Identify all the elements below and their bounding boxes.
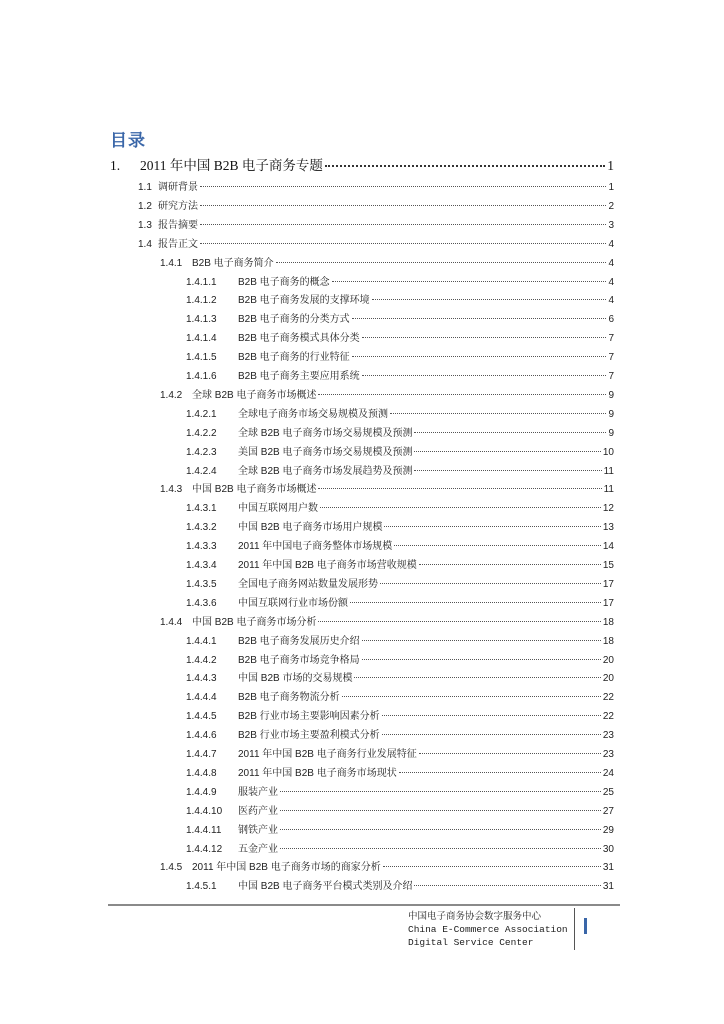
- toc-entry[interactable]: [186, 745, 614, 760]
- toc-entry[interactable]: [186, 273, 614, 288]
- toc-entry-page: 22: [602, 711, 614, 723]
- toc-leader-dots: [383, 866, 601, 867]
- toc-leader-dots: [390, 413, 606, 414]
- toc-entry[interactable]: [186, 688, 614, 703]
- toc-entry[interactable]: [186, 877, 614, 892]
- toc-leader-dots: [342, 696, 601, 697]
- toc-entry-title: 全球 B2B 电子商务市场概述: [192, 389, 317, 401]
- footer-org-english-2: Digital Service Center: [408, 937, 534, 948]
- toc-entry-title: 服装产业: [238, 786, 278, 798]
- toc-entry-title: B2B 行业市场主要影响因素分析: [238, 711, 380, 723]
- toc-entry-title: B2B 电子商务发展历史介绍: [238, 635, 360, 647]
- toc-entry[interactable]: [186, 707, 614, 722]
- toc-leader-dots: [384, 526, 600, 527]
- toc-leader-dots: [382, 715, 601, 716]
- toc-entry[interactable]: [186, 821, 614, 836]
- toc-entry-title: 全球 B2B 电子商务市场发展趋势及预测: [238, 465, 413, 477]
- footer-org-english-1: China E-Commerce Association: [408, 924, 568, 935]
- toc-entry-title: 五金产业: [238, 843, 278, 855]
- toc-title: 目录: [110, 131, 146, 150]
- toc-entry-page: 20: [602, 654, 614, 666]
- toc-entry-number: 1.4.4.4: [186, 692, 217, 704]
- toc-entry-page: 20: [602, 673, 614, 685]
- toc-entry-page: 11: [603, 484, 614, 496]
- toc-leader-dots: [350, 602, 601, 603]
- toc-entry-number: 1.4.3.5: [186, 578, 217, 590]
- toc-entry-page: 1: [608, 182, 614, 193]
- toc-entry-page: 4: [608, 238, 614, 250]
- toc-entry-title: 2011 年中国电子商务整体市场规模: [238, 541, 393, 553]
- toc-entry-page: 23: [602, 749, 614, 760]
- toc-entry-number: 1.4.4.11: [186, 824, 222, 836]
- toc-entry-title: B2B 电子商务简介: [192, 257, 274, 269]
- footer-accent-bar: [584, 918, 587, 934]
- toc-entry[interactable]: [186, 499, 614, 514]
- toc-entry-title: 中国 B2B 电子商务市场分析: [192, 616, 317, 628]
- toc-entry-title: 2011 年中国 B2B 电子商务行业发展特征: [238, 749, 417, 760]
- toc-entry-page: 10: [602, 446, 614, 458]
- toc-leader-dots: [280, 810, 601, 811]
- toc-entry[interactable]: [160, 386, 614, 401]
- toc-entry-number: 1.4.1.3: [186, 314, 217, 326]
- toc-leader-dots: [362, 337, 607, 338]
- toc-entry-page: 27: [602, 805, 614, 817]
- toc-entry-number: 1.4.4.10: [186, 805, 223, 817]
- toc-entry[interactable]: [186, 405, 614, 420]
- toc-entry[interactable]: [186, 764, 614, 779]
- toc-entry-number: 1.4.2.1: [186, 408, 217, 420]
- toc-entry-title: 2011 年中国 B2B 电子商务市场营收规模: [238, 560, 417, 571]
- toc-entry-page: 6: [608, 314, 614, 326]
- toc-entry-number: 1.4.3.6: [186, 597, 217, 609]
- toc-entry-title: B2B 电子商务发展的支撑环境: [238, 295, 370, 307]
- toc-leader-dots: [419, 564, 601, 565]
- toc-leader-dots: [200, 205, 606, 206]
- toc-entry-title: 2011 年中国 B2B 电子商务专题: [140, 158, 323, 173]
- toc-entry-title: 2011 年中国 B2B 电子商务市场的商家分析: [192, 862, 381, 874]
- toc-entry-title: B2B 电子商务的分类方式: [238, 314, 350, 326]
- toc-entry-number: 1.4.4.9: [186, 786, 217, 798]
- toc-entry-page: 3: [608, 219, 614, 231]
- toc-entry-number: 1.4.2.3: [186, 446, 217, 458]
- toc-leader-dots: [318, 488, 601, 489]
- toc-entry-number: 1.4.4: [160, 616, 183, 628]
- toc-entry[interactable]: [160, 254, 614, 269]
- toc-entry-page: 23: [602, 730, 614, 742]
- toc-entry-title: B2B 电子商务市场竞争格局: [238, 654, 360, 666]
- toc-leader-dots: [362, 659, 601, 660]
- toc-leader-dots: [276, 262, 607, 263]
- toc-entry-title: B2B 电子商务主要应用系统: [238, 371, 360, 382]
- toc-entry-number: 1.4.1.1: [186, 276, 217, 288]
- toc-entry[interactable]: [186, 310, 614, 325]
- toc-entry[interactable]: [186, 291, 614, 306]
- toc-entry-page: 17: [602, 578, 614, 590]
- toc-entry-number: 1.4.1.5: [186, 352, 217, 364]
- toc-entry-page: 24: [602, 767, 614, 779]
- toc-entry-page: 30: [602, 843, 614, 855]
- toc-entry-title: B2B 行业市场主要盈利模式分析: [238, 730, 380, 742]
- toc-leader-dots: [399, 772, 601, 773]
- toc-entry-number: 1.4.3.2: [186, 522, 217, 534]
- toc-leader-dots: [280, 848, 601, 849]
- toc-entry[interactable]: [186, 443, 614, 458]
- toc-entry-title: B2B 电子商务物流分析: [238, 692, 340, 704]
- toc-entry-number: 1.4.1: [160, 257, 183, 269]
- toc-leader-dots: [318, 394, 606, 395]
- toc-entry-page: 15: [602, 560, 614, 571]
- toc-entry-page: 4: [608, 295, 614, 307]
- toc-entry-number: 1.4.4.5: [186, 711, 217, 723]
- toc-entry-number: 1.4.5.1: [186, 881, 217, 893]
- toc-leader-dots: [354, 677, 600, 678]
- toc-entry-page: 31: [602, 881, 614, 893]
- toc-entry-page: 14: [602, 541, 614, 553]
- toc-entry-page: 7: [608, 333, 614, 345]
- toc-entry[interactable]: [186, 669, 614, 684]
- toc-leader-dots: [280, 829, 601, 830]
- toc-entry[interactable]: [186, 329, 614, 344]
- toc-entry-page: 25: [602, 786, 614, 798]
- toc-entry[interactable]: [186, 556, 614, 571]
- toc-entry-number: 1.4.3.3: [186, 541, 217, 553]
- toc-entry-number: 1.4.3.1: [186, 503, 217, 515]
- toc-leader-dots: [362, 640, 601, 641]
- toc-entry[interactable]: [186, 840, 614, 855]
- toc-leader-dots: [382, 734, 601, 735]
- toc-entry-title: 钢铁产业: [238, 824, 278, 836]
- toc-entry-page: 17: [602, 597, 614, 609]
- toc-entry-title: 调研背景: [158, 182, 198, 193]
- toc-leader-dots: [200, 186, 606, 187]
- toc-entry-number: 1.4.4.6: [186, 730, 217, 742]
- toc-entry-number: 1.3: [138, 219, 152, 231]
- toc-entry[interactable]: [138, 178, 614, 193]
- toc-entry-title: 全球 B2B 电子商务市场交易规模及预测: [238, 427, 413, 439]
- toc-entry-number: 1.4.2.2: [186, 427, 217, 439]
- toc-entry[interactable]: [186, 575, 614, 590]
- footer-divider: [108, 904, 620, 906]
- toc-entry[interactable]: [160, 613, 614, 628]
- toc-entry-number: 1.4.4.2: [186, 654, 217, 666]
- toc-entry-number: 1.4.3: [160, 484, 183, 496]
- toc-entry-title: 全国电子商务网站数量发展形势: [238, 578, 378, 590]
- toc-entry[interactable]: [186, 632, 614, 647]
- toc-entry-page: 7: [608, 371, 614, 382]
- toc-entry-number: 1.4.4.1: [186, 635, 217, 647]
- toc-entry[interactable]: [110, 154, 614, 174]
- toc-leader-dots: [200, 224, 606, 225]
- toc-leader-dots: [419, 753, 601, 754]
- toc-leader-dots: [414, 470, 601, 471]
- toc-entry-title: 美国 B2B 电子商务市场交易规模及预测: [238, 446, 413, 458]
- toc-entry-title: B2B 电子商务的概念: [238, 276, 330, 288]
- toc-leader-dots: [380, 583, 601, 584]
- toc-entry-page: 9: [608, 389, 614, 401]
- toc-entry-title: 中国 B2B 电子商务市场概述: [192, 484, 317, 496]
- toc-leader-dots: [200, 243, 606, 244]
- toc-entry-number: 1.4.4.7: [186, 749, 217, 760]
- toc-entry-number: 1.4.3.4: [186, 560, 217, 571]
- footer-vertical-divider: [574, 908, 575, 950]
- toc-entry-page: 29: [602, 824, 614, 836]
- toc-entry[interactable]: [186, 537, 614, 552]
- toc-leader-dots: [414, 451, 600, 452]
- toc-leader-dots: [414, 432, 606, 433]
- toc-entry-title: 中国 B2B 电子商务平台模式类别及介绍: [238, 881, 413, 893]
- toc-entry-page: 7: [608, 352, 614, 364]
- toc-leader-dots: [352, 356, 607, 357]
- toc-entry-page: 11: [603, 465, 614, 477]
- toc-leader-dots: [332, 281, 607, 282]
- footer-org-chinese: 中国电子商务协会数字服务中心: [408, 911, 542, 922]
- toc-entry-title: 报告摘要: [158, 219, 198, 231]
- footer-organization: [408, 910, 568, 949]
- toc-entry-title: 中国互联网行业市场份额: [238, 597, 348, 609]
- toc-entry-page: 1: [607, 158, 614, 173]
- toc-entry-number: 1.2: [138, 200, 152, 212]
- toc-entry-title: 2011 年中国 B2B 电子商务市场现状: [238, 767, 397, 779]
- toc-entry-page: 4: [608, 276, 614, 288]
- toc-entry[interactable]: [186, 518, 614, 533]
- toc-entry[interactable]: [186, 594, 614, 609]
- toc-leader-dots: [352, 318, 607, 319]
- toc-entry-title: B2B 电子商务的行业特征: [238, 352, 350, 364]
- toc-entry-number: 1.4.2: [160, 389, 183, 401]
- toc-entry-page: 12: [602, 503, 614, 515]
- toc-entry-number: 1.4.1.2: [186, 295, 217, 307]
- toc-entry-number: 1.: [110, 158, 121, 173]
- toc-entry-title: 中国互联网用户数: [238, 503, 318, 515]
- toc-leader-dots: [318, 621, 600, 622]
- toc-entry-number: 1.1: [138, 182, 152, 193]
- toc-entry-title: 全球电子商务市场交易规模及预测: [238, 408, 388, 420]
- toc-entry[interactable]: [186, 802, 614, 817]
- toc-entry-title: B2B 电子商务模式具体分类: [238, 333, 360, 345]
- toc-entry-page: 18: [602, 635, 614, 647]
- toc-entry[interactable]: [138, 197, 614, 212]
- toc-entry-number: 1.4.1.6: [186, 371, 217, 382]
- toc-entry-number: 1.4: [138, 238, 152, 250]
- toc-leader-dots: [280, 791, 601, 792]
- toc-entry[interactable]: [160, 858, 614, 873]
- toc-entry-number: 1.4.4.3: [186, 673, 217, 685]
- toc-leader-dots: [372, 299, 607, 300]
- toc-leader-dots: [320, 507, 601, 508]
- toc-entry[interactable]: [138, 216, 614, 231]
- toc-entry-title: 报告正文: [158, 238, 198, 250]
- toc-entry[interactable]: [186, 726, 614, 741]
- toc-entry-page: 13: [602, 522, 614, 534]
- toc-entry-page: 22: [602, 692, 614, 704]
- toc-entry-page: 9: [608, 427, 614, 439]
- toc-entry-number: 1.4.5: [160, 862, 183, 874]
- toc-entry[interactable]: [186, 783, 614, 798]
- toc-entry[interactable]: [186, 424, 614, 439]
- toc-entry-page: 9: [608, 408, 614, 420]
- toc-entry[interactable]: [186, 367, 614, 382]
- toc-entry-title: 研究方法: [158, 200, 198, 212]
- toc-entry-number: 1.4.4.12: [186, 843, 223, 855]
- toc-leader-dots: [325, 165, 605, 167]
- toc-entry-number: 1.4.1.4: [186, 333, 217, 345]
- toc-entry[interactable]: [186, 348, 614, 363]
- toc-leader-dots: [362, 375, 607, 376]
- toc-entry-number: 1.4.4.8: [186, 767, 217, 779]
- toc-entry-page: 31: [602, 862, 614, 874]
- toc-entry[interactable]: [186, 651, 614, 666]
- toc-entry-title: 医药产业: [238, 805, 278, 817]
- toc-entry-page: 18: [602, 616, 614, 628]
- toc-leader-dots: [414, 885, 600, 886]
- toc-entry-number: 1.4.2.4: [186, 465, 217, 477]
- toc-entry-title: 中国 B2B 市场的交易规模: [238, 673, 353, 685]
- toc-leader-dots: [394, 545, 601, 546]
- toc-entry-page: 2: [608, 200, 614, 212]
- toc-entry-title: 中国 B2B 电子商务市场用户规模: [238, 522, 383, 534]
- toc-entry[interactable]: [160, 480, 614, 495]
- toc-entry[interactable]: [138, 235, 614, 250]
- toc-entry-page: 4: [608, 257, 614, 269]
- toc-entry[interactable]: [186, 462, 614, 477]
